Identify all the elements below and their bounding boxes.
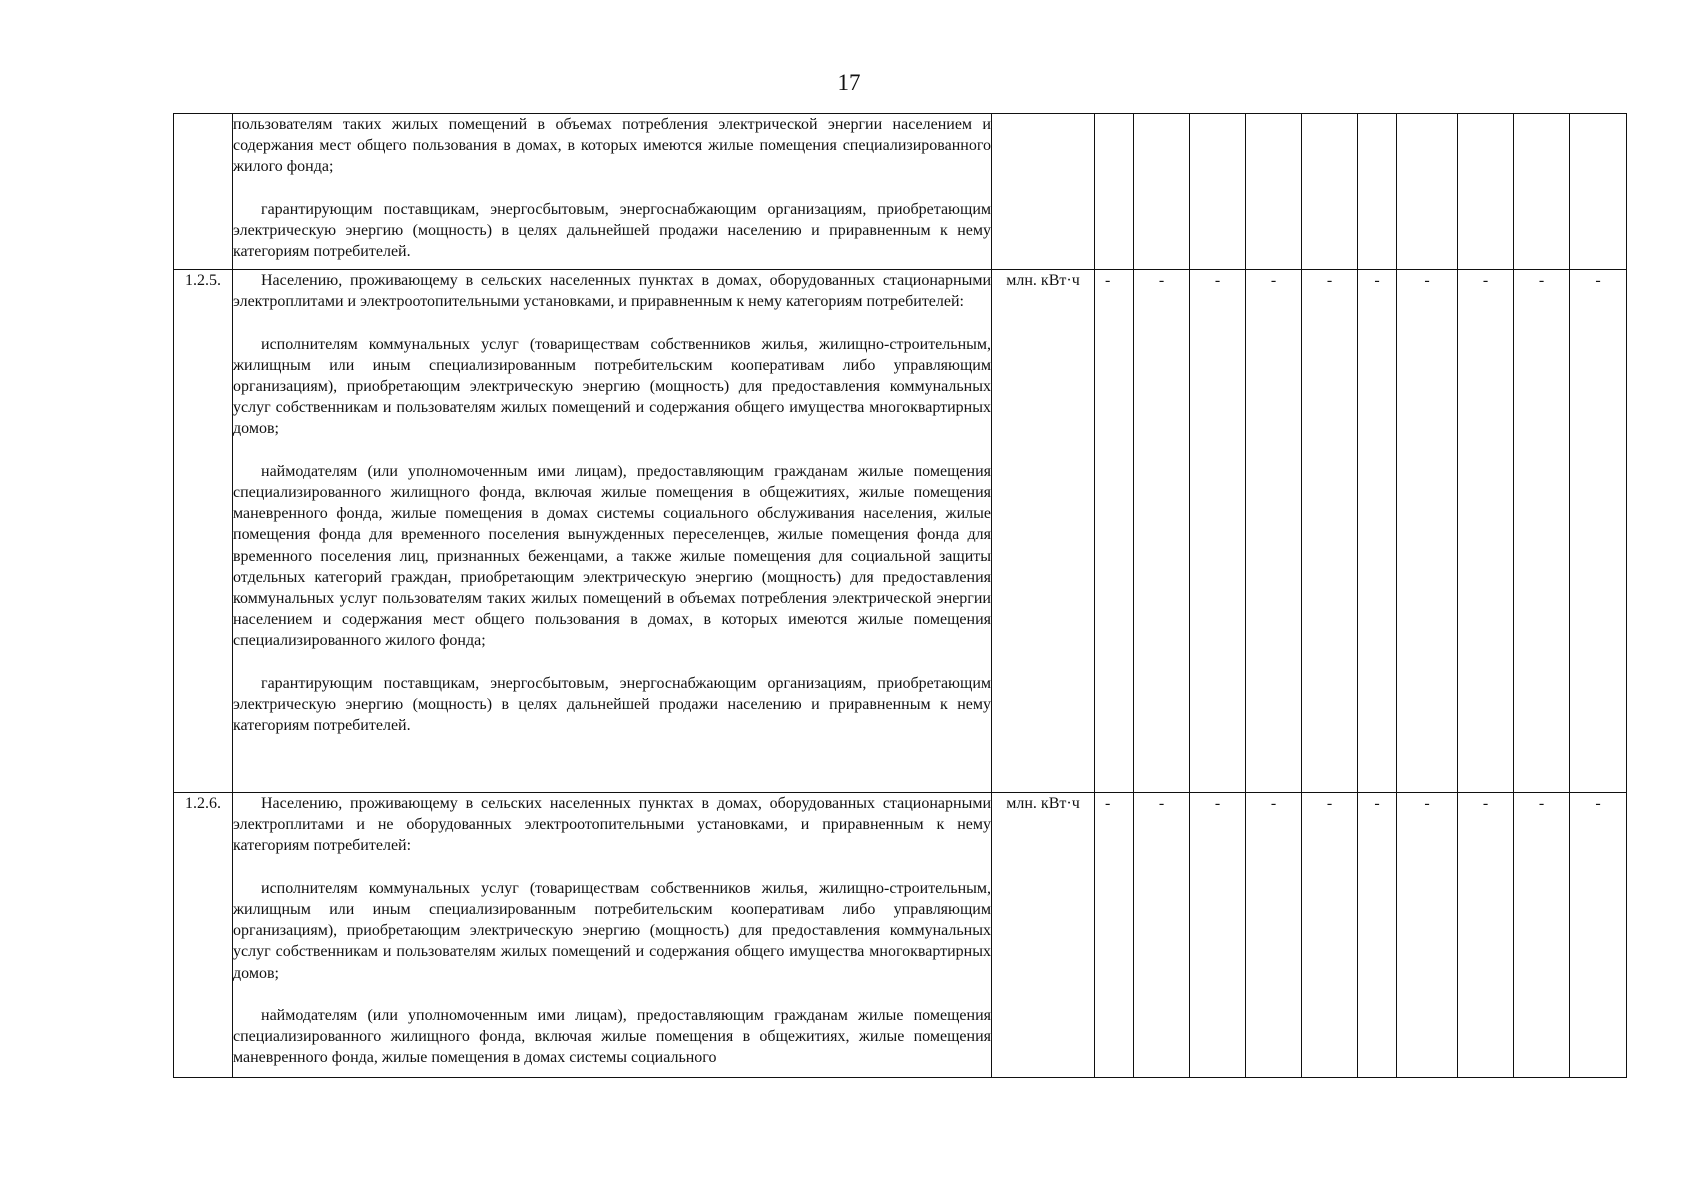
row-number: 1.2.6. <box>174 793 233 1078</box>
table-row <box>174 793 1627 1078</box>
value-cell: - <box>1246 793 1302 1078</box>
unit-cell: млн. кВт·ч <box>992 793 1095 1078</box>
value-cell: - <box>1514 793 1570 1078</box>
tariff-table <box>173 113 1627 1078</box>
page-number: 17 <box>837 70 861 95</box>
row-description <box>233 793 992 1078</box>
value-cell: - <box>1134 793 1190 1078</box>
row-description <box>233 114 992 270</box>
value-cell <box>1358 114 1397 270</box>
description-paragraph: гарантирующим поставщикам, энергосбытовым, энергоснабжающим организациям, приобретающим электрическую энергию (мощность) в целях дальнейшей продажи населению и приравненным к нему категориям потребителей. <box>233 674 991 735</box>
row-description <box>233 270 992 793</box>
value-cell: - <box>1570 270 1627 793</box>
description-paragraph: гарантирующим поставщикам, энергосбытовым, энергоснабжающим организациям, приобретающим электрическую энергию (мощность) в целях дальнейшей продажи населению и приравненным к нему категориям потребителей. <box>233 200 991 261</box>
description-paragraph: исполнителям коммунальных услуг (товариществам собственников жилья, жилищно-строительным, жилищным или иным специализированным потребительским кооперативам либо управляющим организациям), приобретающим электрическую энергию (мощность) для предоставления коммунальных услуг собственникам и пользователям жилых помещений и содержания общего имущества многоквартирных домов; <box>233 335 991 438</box>
description-paragraph: Населению, проживающему в сельских населенных пунктах в домах, оборудованных стационарными электроплитами и не оборудованных электроотопительными установками, и приравненным к нему категориям потребителей: <box>233 795 991 855</box>
value-cell: - <box>1514 270 1570 793</box>
value-cell: - <box>1095 793 1134 1078</box>
value-cell <box>1397 114 1458 270</box>
value-cell: - <box>1458 793 1514 1078</box>
row-number <box>174 114 233 270</box>
unit-cell: млн. кВт·ч <box>992 270 1095 793</box>
description-paragraph: пользователям таких жилых помещений в объемах потребления электрической энергии населением и содержания мест общего пользования в домах, в которых имеются жилые помещения специализированного жилого фонда; <box>233 116 991 176</box>
value-cell <box>1458 114 1514 270</box>
value-cell: - <box>1358 793 1397 1078</box>
value-cell <box>1190 114 1246 270</box>
table-row <box>174 270 1627 793</box>
value-cell: - <box>1458 270 1514 793</box>
description-paragraph: исполнителям коммунальных услуг (товариществам собственников жилья, жилищно-строительным, жилищным или иным специализированным потребительским кооперативам либо управляющим организациям), приобретающим электрическую энергию (мощность) для предоставления коммунальных услуг собственникам и пользователям жилых помещений и содержания общего имущества многоквартирных домов; <box>233 879 991 982</box>
value-cell <box>1302 114 1358 270</box>
description-paragraph: наймодателям (или уполномоченным ими лицам), предоставляющим гражданам жилые помещения специализированного жилищного фонда, включая жилые помещения в общежитиях, жилые помещения маневренного фонда, жилые помещения в домах системы социального обслуживания населения, жилые помещения фонда для временного поселения вынужденных переселенцев, жилые помещения фонда для временного поселения лиц, признанных беженцами, а также жилые помещения для социальной защиты отдельных категорий граждан, приобретающим электрическую энергию (мощность) для предоставления коммунальных услуг пользователям таких жилых помещений в объемах потребления электрической энергии населением и содержания мест общего пользования в домах, в которых имеются жилые помещения специализированного жилого фонда; <box>233 462 991 650</box>
value-cell <box>1570 114 1627 270</box>
value-cell: - <box>1302 793 1358 1078</box>
value-cell: - <box>1302 270 1358 793</box>
value-cell: - <box>1246 270 1302 793</box>
value-cell <box>1246 114 1302 270</box>
value-cell: - <box>1397 793 1458 1078</box>
value-cell: - <box>1358 270 1397 793</box>
value-cell: - <box>1134 270 1190 793</box>
description-paragraph: наймодателям (или уполномоченным ими лицам), предоставляющим гражданам жилые помещения специализированного жилищного фонда, включая жилые помещения в общежитиях, жилые помещения маневренного фонда, жилые помещения в домах системы социального <box>233 1007 991 1067</box>
unit-cell <box>992 114 1095 270</box>
value-cell <box>1134 114 1190 270</box>
value-cell: - <box>1570 793 1627 1078</box>
value-cell <box>1095 114 1134 270</box>
table-row <box>174 114 1627 270</box>
value-cell: - <box>1190 270 1246 793</box>
value-cell: - <box>1397 270 1458 793</box>
value-cell: - <box>1095 270 1134 793</box>
description-paragraph: Населению, проживающему в сельских населенных пунктах в домах, оборудованных стационарными электроплитами и электроотопительными установками, и приравненным к нему категориям потребителей: <box>233 272 991 311</box>
value-cell: - <box>1190 793 1246 1078</box>
value-cell <box>1514 114 1570 270</box>
row-number: 1.2.5. <box>174 270 233 793</box>
